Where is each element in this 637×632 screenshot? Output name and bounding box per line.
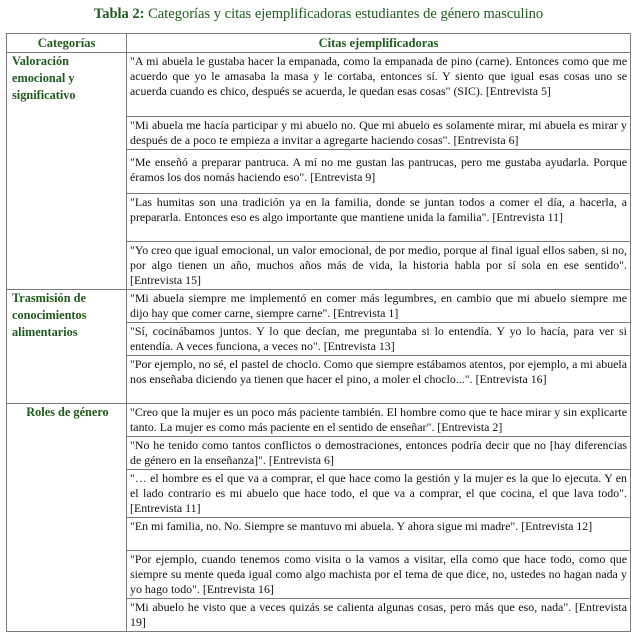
- quote-cell: "Por ejemplo, no sé, el pastel de choclo. Como que siempre estábamos atentos, por ejemplo, a mi abuela nos enseñaba diciendo ya tienen que hacer el pino, a moler el choclo...". [Entrevista 16]: [127, 356, 631, 404]
- header-row: [7, 34, 631, 53]
- quote-cell: "Creo que la mujer es un poco más paciente también. El hombre como que te hace mirar y sin explicarte tanto. La mujer es como más paciente en el sentido de enseñar". [Entrevista 2]: [127, 404, 631, 437]
- quote-cell: "Me enseñó a preparar pantruca. A mí no me gustan las pantrucas, pero me gustaba ayudarla. Porque éramos los dos nomás haciendo eso". [Entrevista 9]: [127, 150, 631, 194]
- quote-cell: "Mi abuela me hacía participar y mi abuelo no. Que mi abuelo es solamente mirar, mi abuela es mirar y después de a poco te empieza a invitar a agregarte haciendo cosas". [Entrevista 6]: [127, 117, 631, 150]
- quote-cell: "… el hombre es el que va a comprar, el que hace como la gestión y la mujer es la que lo ejecuta. Y en el lado contrario es mi abuelo que hace todo, el que va a comprar, el que cocina, el que lava todo". [Entrevista 11]: [127, 470, 631, 518]
- quote-cell: "A mi abuela le gustaba hacer la empanada, como la empanada de pino (carne). Entonces como que me acuerdo que yo le amasaba la masa y le cortaba, entonces sí. Y siento que igual esas cosas uno se acuerda cuando es chico, después se acuerda, le quedan esas cosas" (SIC). [Entrevista 5]: [127, 53, 631, 117]
- category-cell-food-knowledge: Trasmisión de conocimientos alimentarios: [7, 290, 127, 404]
- category-cell-emotional-value: Valoración emocional y significativo: [7, 53, 127, 290]
- quotes-table: [6, 33, 631, 632]
- table-caption-text: Categorías y citas ejemplificadoras estudiantes de género masculino: [148, 6, 544, 22]
- quote-cell: "Por ejemplo, cuando tenemos como visita o la vamos a visitar, ella como que hace todo, como que siempre su mente queda igual como algo machista por el tema de que dice, no, ustedes no hagan nada y yo hago todo". [Entrevista 16]: [127, 551, 631, 599]
- header-categories: Categorías: [7, 34, 127, 53]
- table-caption: [0, 4, 637, 24]
- quote-cell: "Yo creo que igual emocional, un valor emocional, de por medio, porque al final igual ellos saben, si no, por algo tienen un año, muchos años más de vida, la historia habla por sí sola en ese sentido". [Entrevista 15]: [127, 242, 631, 290]
- quote-cell: "No he tenido como tantos conflictos o demostraciones, entonces podría decir que no [hay diferencias de género en la enseñanza]". [Entrevista 6]: [127, 437, 631, 470]
- quote-cell: "Mi abuela siempre me implementó en comer más legumbres, en cambio que mi abuelo siempre me dijo hay que comer carne, siempre carne". [Entrevista 1]: [127, 290, 631, 323]
- table-caption-label: Tabla 2:: [93, 6, 145, 22]
- table-row: [7, 290, 631, 323]
- header-quotes: Citas ejemplificadoras: [127, 34, 631, 53]
- quote-cell: "Mi abuelo he visto que a veces quizás se calienta algunas cosas, pero más que eso, nada". [Entrevista 19]: [127, 599, 631, 632]
- table-row: [7, 53, 631, 117]
- category-cell-gender-roles: Roles de género: [7, 404, 127, 632]
- quote-cell: "En mi familia, no. No. Siempre se mantuvo mi abuela. Y ahora sigue mi madre". [Entrevista 12]: [127, 518, 631, 551]
- quote-cell: "Sí, cocinábamos juntos. Y lo que decían, me preguntaba si lo entendía. Y yo lo hacía, para ver si entendía. A veces funciona, a veces no". [Entrevista 13]: [127, 323, 631, 356]
- quote-cell: "Las humitas son una tradición ya en la familia, donde se juntan todos a comer el día, a hacerla, a prepararla. Entonces eso es algo importante que mantiene unida la familia". [Entrevista 11]: [127, 194, 631, 242]
- table-row: [7, 404, 631, 437]
